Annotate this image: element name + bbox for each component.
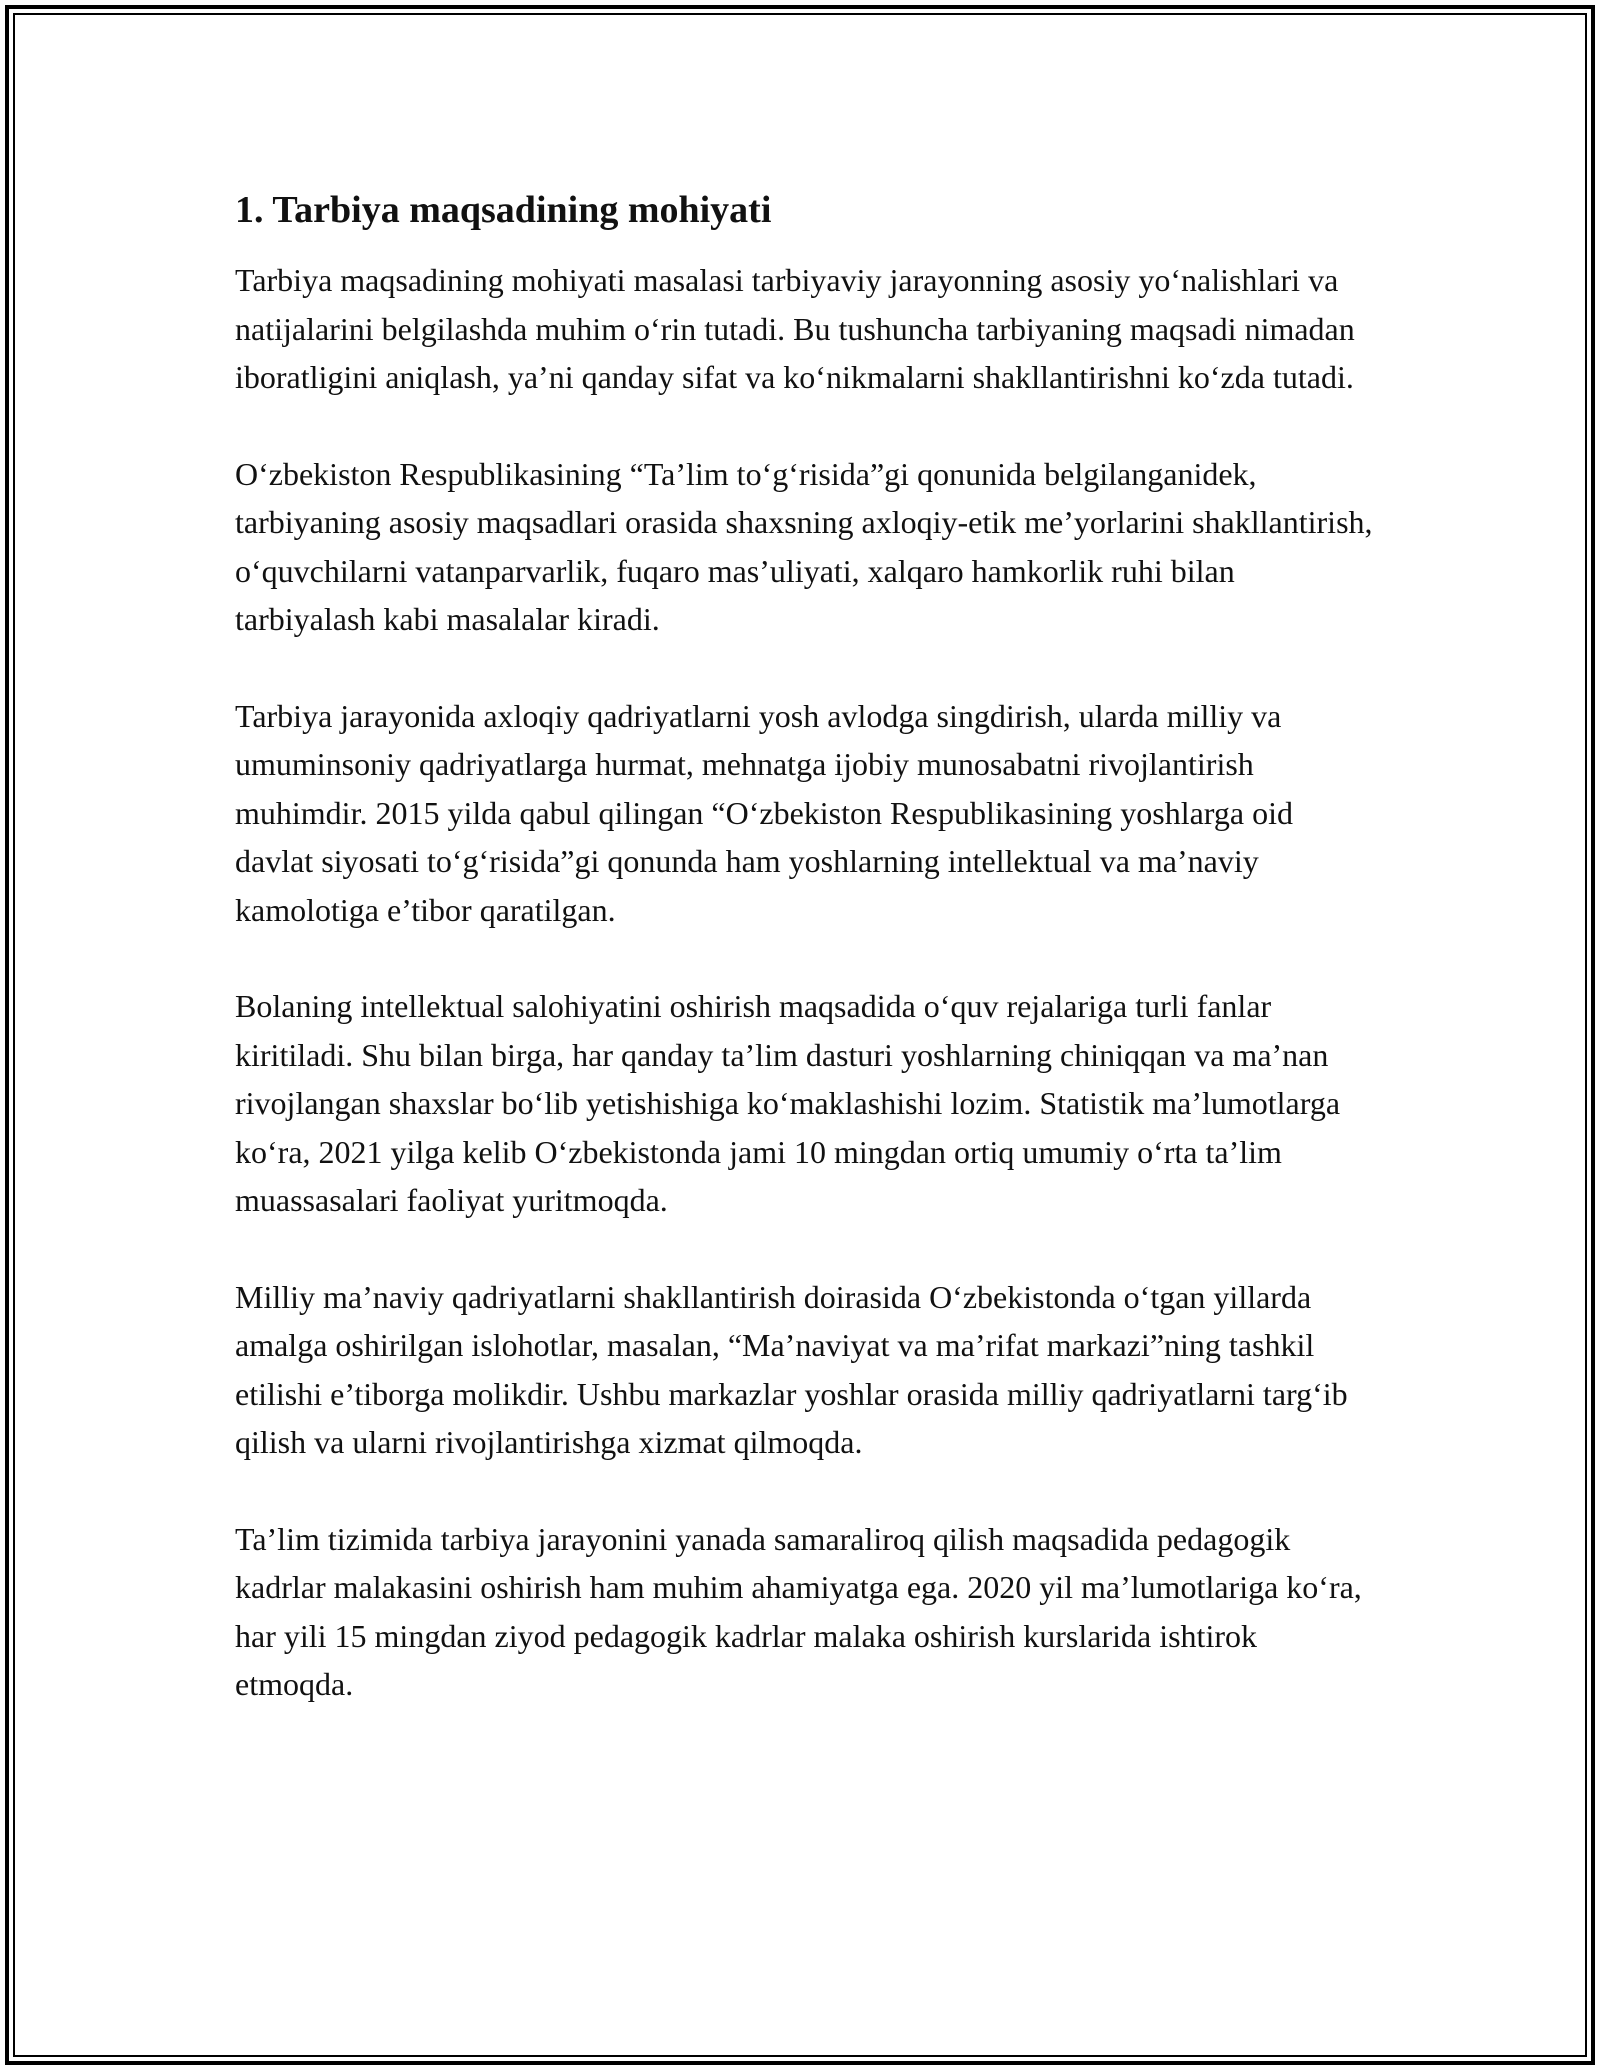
section-heading: 1. Tarbiya maqsadining mohiyati (235, 189, 772, 231)
paragraph-5: Milliy ma’naviy qadriyatlarni shakllantirish doirasida O‘zbekistonda o‘tgan yillarda amalga oshirilgan islohotlar, masalan, “Ma’naviyat va ma’rifat markazi”ning tashkil etilishi e’tiborga molikdir. Ushbu markazlar yoshlar orasida milliy qadriyatlarni targ‘ib qilish va ularni rivojlantirishga xizmat qilmoqda. (235, 1278, 1348, 1460)
paragraph-3: Tarbiya jarayonida axloqiy qadriyatlarni yosh avlodga singdirish, ularda milliy va umuminsoniy qadriyatlarga hurmat, mehnatga ijobiy munosabatni rivojlantirish muhimdir. 2015 yilda qabul qilingan “O‘zbekiston Respublikasining yoshlarga oid davlat siyosati to‘g‘risida”gi qonunda ham yoshlarning intellektual va ma’naviy kamolotiga e’tibor qaratilgan. (235, 697, 1293, 928)
document-body (235, 186, 1375, 1709)
paragraph-2: O‘zbekiston Respublikasining “Ta’lim to‘g‘risida”gi qonunida belgilanganidek, tarbiyaning asosiy maqsadlari orasida shaxsning axloqiy-etik me’yorlarini shakllantirish, o‘quvchilarni vatanparvarlik, fuqaro mas’uliyati, xalqaro hamkorlik ruhi bilan tarbiyalash kabi masalalar kiradi. (235, 455, 1373, 637)
paragraph-1: Tarbiya maqsadining mohiyati masalasi tarbiyaviy jarayonning asosiy yo‘nalishlari va natijalarini belgilashda muhim o‘rin tutadi. Bu tushuncha tarbiyaning maqsadi nimadan iboratligini aniqlash, ya’ni qanday sifat va ko‘nikmalarni shakllantirishni ko‘zda tutadi. (235, 262, 1355, 395)
paragraph-6: Ta’lim tizimida tarbiya jarayonini yanada samaraliroq qilish maqsadida pedagogik kadrlar malakasini oshirish ham muhim ahamiyatga ega. 2020 yil ma’lumotlariga ko‘ra, har yili 15 mingdan ziyod pedagogik kadrlar malaka oshirish kurslarida ishtirok etmoqda. (235, 1520, 1362, 1702)
paragraph-4: Bolaning intellektual salohiyatini oshirish maqsadida o‘quv rejalariga turli fanlar kiritiladi. Shu bilan birga, har qanday ta’lim dasturi yoshlarning chiniqqan va ma’nan rivojlangan shaxslar bo‘lib yetishishiga ko‘maklashishi lozim. Statistik ma’lumotlarga ko‘ra, 2021 yilga kelib O‘zbekistonda jami 10 mingdan ortiq umumiy o‘rta ta’lim muassasalari faoliyat yuritmoqda. (235, 988, 1341, 1218)
